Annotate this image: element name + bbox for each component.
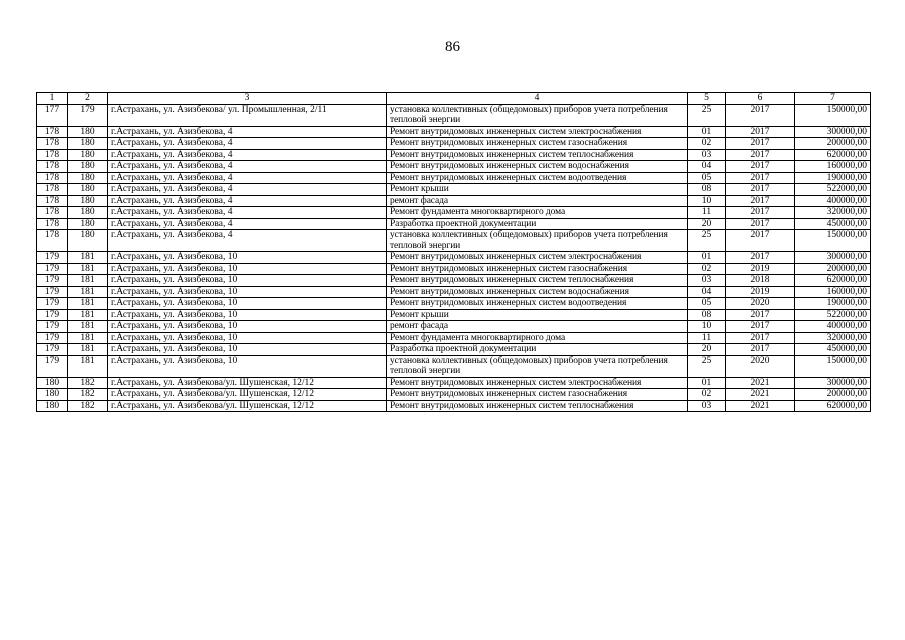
work-code-cell: 02 <box>688 389 726 401</box>
table-row <box>37 161 871 173</box>
address-cell: г.Астрахань, ул. Азизбекова, 10 <box>108 298 387 310</box>
cost-cell: 200000,00 <box>795 138 871 150</box>
year-cell: 2020 <box>726 298 795 310</box>
work-code-cell: 02 <box>688 263 726 275</box>
table-row <box>37 355 871 377</box>
work-code-cell: 03 <box>688 400 726 412</box>
work-type-cell: Ремонт фундамента многоквартирного дома <box>387 332 688 344</box>
cost-cell: 620000,00 <box>795 400 871 412</box>
object-number-cell: 181 <box>68 309 108 321</box>
work-code-cell: 01 <box>688 377 726 389</box>
cost-cell: 320000,00 <box>795 332 871 344</box>
object-number-cell: 180 <box>68 195 108 207</box>
work-code-cell: 20 <box>688 344 726 356</box>
work-type-cell: Ремонт внутридомовых инженерных систем газоснабжения <box>387 138 688 150</box>
column-header: 1 <box>37 93 68 105</box>
column-header: 7 <box>795 93 871 105</box>
cost-cell: 300000,00 <box>795 126 871 138</box>
object-number-cell: 181 <box>68 298 108 310</box>
page-number: 86 <box>445 39 460 55</box>
work-type-cell: Ремонт внутридомовых инженерных систем газоснабжения <box>387 389 688 401</box>
column-header: 2 <box>68 93 108 105</box>
row-number-cell: 179 <box>37 332 68 344</box>
address-cell: г.Астрахань, ул. Азизбекова, 10 <box>108 344 387 356</box>
table-row <box>37 230 871 252</box>
work-type-cell: Ремонт внутридомовых инженерных систем электроснабжения <box>387 377 688 389</box>
cost-cell: 160000,00 <box>795 161 871 173</box>
work-type-cell: Разработка проектной документации <box>387 344 688 356</box>
table-row <box>37 344 871 356</box>
address-cell: г.Астрахань, ул. Азизбекова, 4 <box>108 149 387 161</box>
row-number-cell: 178 <box>37 195 68 207</box>
address-cell: г.Астрахань, ул. Азизбекова, 4 <box>108 161 387 173</box>
work-type-cell: ремонт фасада <box>387 321 688 333</box>
table-row <box>37 149 871 161</box>
cost-cell: 200000,00 <box>795 263 871 275</box>
address-cell: г.Астрахань, ул. Азизбекова/ул. Шушенская, 12/12 <box>108 389 387 401</box>
work-code-cell: 10 <box>688 195 726 207</box>
work-code-cell: 01 <box>688 252 726 264</box>
address-cell: г.Астрахань, ул. Азизбекова, 10 <box>108 252 387 264</box>
work-code-cell: 02 <box>688 138 726 150</box>
address-cell: г.Астрахань, ул. Азизбекова, 10 <box>108 309 387 321</box>
work-type-cell: Ремонт крыши <box>387 309 688 321</box>
object-number-cell: 180 <box>68 207 108 219</box>
object-number-cell: 181 <box>68 275 108 287</box>
work-code-cell: 03 <box>688 149 726 161</box>
work-type-cell: Ремонт внутридомовых инженерных систем газоснабжения <box>387 263 688 275</box>
table-row <box>37 218 871 230</box>
year-cell: 2017 <box>726 207 795 219</box>
address-cell: г.Астрахань, ул. Азизбекова, 4 <box>108 138 387 150</box>
work-code-cell: 08 <box>688 184 726 196</box>
object-number-cell: 180 <box>68 230 108 252</box>
row-number-cell: 178 <box>37 230 68 252</box>
cost-cell: 190000,00 <box>795 172 871 184</box>
object-number-cell: 180 <box>68 184 108 196</box>
object-number-cell: 181 <box>68 263 108 275</box>
work-code-cell: 11 <box>688 207 726 219</box>
year-cell: 2017 <box>726 184 795 196</box>
work-code-cell: 04 <box>688 286 726 298</box>
cost-cell: 450000,00 <box>795 218 871 230</box>
year-cell: 2017 <box>726 195 795 207</box>
address-cell: г.Астрахань, ул. Азизбекова, 4 <box>108 230 387 252</box>
work-code-cell: 08 <box>688 309 726 321</box>
address-cell: г.Астрахань, ул. Азизбекова, 4 <box>108 184 387 196</box>
table-row <box>37 104 871 126</box>
work-type-cell: Ремонт внутридомовых инженерных систем водоснабжения <box>387 161 688 173</box>
row-number-cell: 179 <box>37 355 68 377</box>
address-cell: г.Астрахань, ул. Азизбекова, 4 <box>108 195 387 207</box>
year-cell: 2017 <box>726 161 795 173</box>
year-cell: 2019 <box>726 263 795 275</box>
cost-cell: 300000,00 <box>795 252 871 264</box>
work-type-cell: Разработка проектной документации <box>387 218 688 230</box>
year-cell: 2017 <box>726 172 795 184</box>
work-type-cell: установка коллективных (общедомовых) приборов учета потребления тепловой энергии <box>387 104 688 126</box>
address-cell: г.Астрахань, ул. Азизбекова, 10 <box>108 286 387 298</box>
address-cell: г.Астрахань, ул. Азизбекова, 4 <box>108 126 387 138</box>
work-code-cell: 05 <box>688 298 726 310</box>
table-row <box>37 400 871 412</box>
cost-cell: 150000,00 <box>795 104 871 126</box>
table-row <box>37 195 871 207</box>
row-number-cell: 179 <box>37 298 68 310</box>
object-number-cell: 181 <box>68 321 108 333</box>
table-row <box>37 298 871 310</box>
row-number-cell: 178 <box>37 207 68 219</box>
table-row <box>37 275 871 287</box>
work-code-cell: 11 <box>688 332 726 344</box>
address-cell: г.Астрахань, ул. Азизбекова/ ул. Промышленная, 2/11 <box>108 104 387 126</box>
table-row <box>37 138 871 150</box>
year-cell: 2017 <box>726 309 795 321</box>
work-type-cell: Ремонт внутридомовых инженерных систем электроснабжения <box>387 252 688 264</box>
column-number-row <box>37 93 871 105</box>
row-number-cell: 179 <box>37 275 68 287</box>
table-row <box>37 126 871 138</box>
work-code-cell: 04 <box>688 161 726 173</box>
row-number-cell: 177 <box>37 104 68 126</box>
cost-cell: 320000,00 <box>795 207 871 219</box>
year-cell: 2017 <box>726 138 795 150</box>
table-row <box>37 252 871 264</box>
address-cell: г.Астрахань, ул. Азизбекова/ул. Шушенская, 12/12 <box>108 377 387 389</box>
object-number-cell: 181 <box>68 355 108 377</box>
work-type-cell: Ремонт внутридомовых инженерных систем водоотведения <box>387 298 688 310</box>
year-cell: 2017 <box>726 104 795 126</box>
year-cell: 2017 <box>726 332 795 344</box>
cost-cell: 620000,00 <box>795 275 871 287</box>
row-number-cell: 178 <box>37 184 68 196</box>
object-number-cell: 181 <box>68 252 108 264</box>
table-row <box>37 184 871 196</box>
object-number-cell: 180 <box>68 161 108 173</box>
table-row <box>37 263 871 275</box>
row-number-cell: 179 <box>37 252 68 264</box>
work-type-cell: Ремонт внутридомовых инженерных систем электроснабжения <box>387 126 688 138</box>
year-cell: 2017 <box>726 126 795 138</box>
address-cell: г.Астрахань, ул. Азизбекова, 4 <box>108 218 387 230</box>
row-number-cell: 178 <box>37 126 68 138</box>
row-number-cell: 178 <box>37 149 68 161</box>
cost-cell: 400000,00 <box>795 195 871 207</box>
cost-cell: 620000,00 <box>795 149 871 161</box>
work-type-cell: установка коллективных (общедомовых) приборов учета потребления тепловой энергии <box>387 355 688 377</box>
row-number-cell: 179 <box>37 286 68 298</box>
work-code-cell: 20 <box>688 218 726 230</box>
work-type-cell: установка коллективных (общедомовых) приборов учета потребления тепловой энергии <box>387 230 688 252</box>
row-number-cell: 180 <box>37 400 68 412</box>
column-header: 3 <box>108 93 387 105</box>
row-number-cell: 178 <box>37 172 68 184</box>
address-cell: г.Астрахань, ул. Азизбекова, 10 <box>108 275 387 287</box>
table-row <box>37 389 871 401</box>
work-code-cell: 25 <box>688 230 726 252</box>
repair-schedule-table <box>36 92 871 412</box>
work-code-cell: 25 <box>688 104 726 126</box>
cost-cell: 522000,00 <box>795 184 871 196</box>
object-number-cell: 180 <box>68 172 108 184</box>
object-number-cell: 182 <box>68 389 108 401</box>
table-row <box>37 172 871 184</box>
work-type-cell: Ремонт крыши <box>387 184 688 196</box>
year-cell: 2021 <box>726 377 795 389</box>
work-type-cell: Ремонт фундамента многоквартирного дома <box>387 207 688 219</box>
cost-cell: 522000,00 <box>795 309 871 321</box>
cost-cell: 400000,00 <box>795 321 871 333</box>
column-header: 6 <box>726 93 795 105</box>
year-cell: 2020 <box>726 355 795 377</box>
work-code-cell: 01 <box>688 126 726 138</box>
cost-cell: 150000,00 <box>795 355 871 377</box>
object-number-cell: 180 <box>68 138 108 150</box>
row-number-cell: 178 <box>37 161 68 173</box>
column-header: 4 <box>387 93 688 105</box>
object-number-cell: 180 <box>68 218 108 230</box>
year-cell: 2019 <box>726 286 795 298</box>
work-type-cell: Ремонт внутридомовых инженерных систем теплоснабжения <box>387 275 688 287</box>
object-number-cell: 182 <box>68 400 108 412</box>
row-number-cell: 179 <box>37 309 68 321</box>
address-cell: г.Астрахань, ул. Азизбекова, 10 <box>108 355 387 377</box>
address-cell: г.Астрахань, ул. Азизбекова, 4 <box>108 207 387 219</box>
row-number-cell: 178 <box>37 218 68 230</box>
address-cell: г.Астрахань, ул. Азизбекова, 10 <box>108 263 387 275</box>
work-type-cell: Ремонт внутридомовых инженерных систем теплоснабжения <box>387 400 688 412</box>
row-number-cell: 178 <box>37 138 68 150</box>
row-number-cell: 179 <box>37 344 68 356</box>
work-code-cell: 25 <box>688 355 726 377</box>
year-cell: 2017 <box>726 321 795 333</box>
table-row <box>37 286 871 298</box>
object-number-cell: 181 <box>68 332 108 344</box>
cost-cell: 150000,00 <box>795 230 871 252</box>
year-cell: 2017 <box>726 344 795 356</box>
work-code-cell: 03 <box>688 275 726 287</box>
work-code-cell: 05 <box>688 172 726 184</box>
year-cell: 2017 <box>726 252 795 264</box>
table-row <box>37 332 871 344</box>
table-body <box>37 104 871 412</box>
address-cell: г.Астрахань, ул. Азизбекова, 10 <box>108 321 387 333</box>
row-number-cell: 179 <box>37 321 68 333</box>
object-number-cell: 182 <box>68 377 108 389</box>
object-number-cell: 181 <box>68 344 108 356</box>
cost-cell: 160000,00 <box>795 286 871 298</box>
year-cell: 2021 <box>726 389 795 401</box>
table-row <box>37 321 871 333</box>
object-number-cell: 181 <box>68 286 108 298</box>
object-number-cell: 179 <box>68 104 108 126</box>
cost-cell: 200000,00 <box>795 389 871 401</box>
work-type-cell: Ремонт внутридомовых инженерных систем водоотведения <box>387 172 688 184</box>
row-number-cell: 180 <box>37 377 68 389</box>
cost-cell: 300000,00 <box>795 377 871 389</box>
cost-cell: 190000,00 <box>795 298 871 310</box>
work-code-cell: 10 <box>688 321 726 333</box>
table-row <box>37 207 871 219</box>
work-type-cell: ремонт фасада <box>387 195 688 207</box>
address-cell: г.Астрахань, ул. Азизбекова, 4 <box>108 172 387 184</box>
work-type-cell: Ремонт внутридомовых инженерных систем теплоснабжения <box>387 149 688 161</box>
table-row <box>37 377 871 389</box>
year-cell: 2017 <box>726 149 795 161</box>
work-type-cell: Ремонт внутридомовых инженерных систем водоснабжения <box>387 286 688 298</box>
column-header: 5 <box>688 93 726 105</box>
year-cell: 2017 <box>726 218 795 230</box>
year-cell: 2021 <box>726 400 795 412</box>
cost-cell: 450000,00 <box>795 344 871 356</box>
address-cell: г.Астрахань, ул. Азизбекова, 10 <box>108 332 387 344</box>
table-row <box>37 309 871 321</box>
address-cell: г.Астрахань, ул. Азизбекова/ул. Шушенская, 12/12 <box>108 400 387 412</box>
row-number-cell: 179 <box>37 263 68 275</box>
object-number-cell: 180 <box>68 126 108 138</box>
object-number-cell: 180 <box>68 149 108 161</box>
row-number-cell: 180 <box>37 389 68 401</box>
year-cell: 2017 <box>726 230 795 252</box>
year-cell: 2018 <box>726 275 795 287</box>
